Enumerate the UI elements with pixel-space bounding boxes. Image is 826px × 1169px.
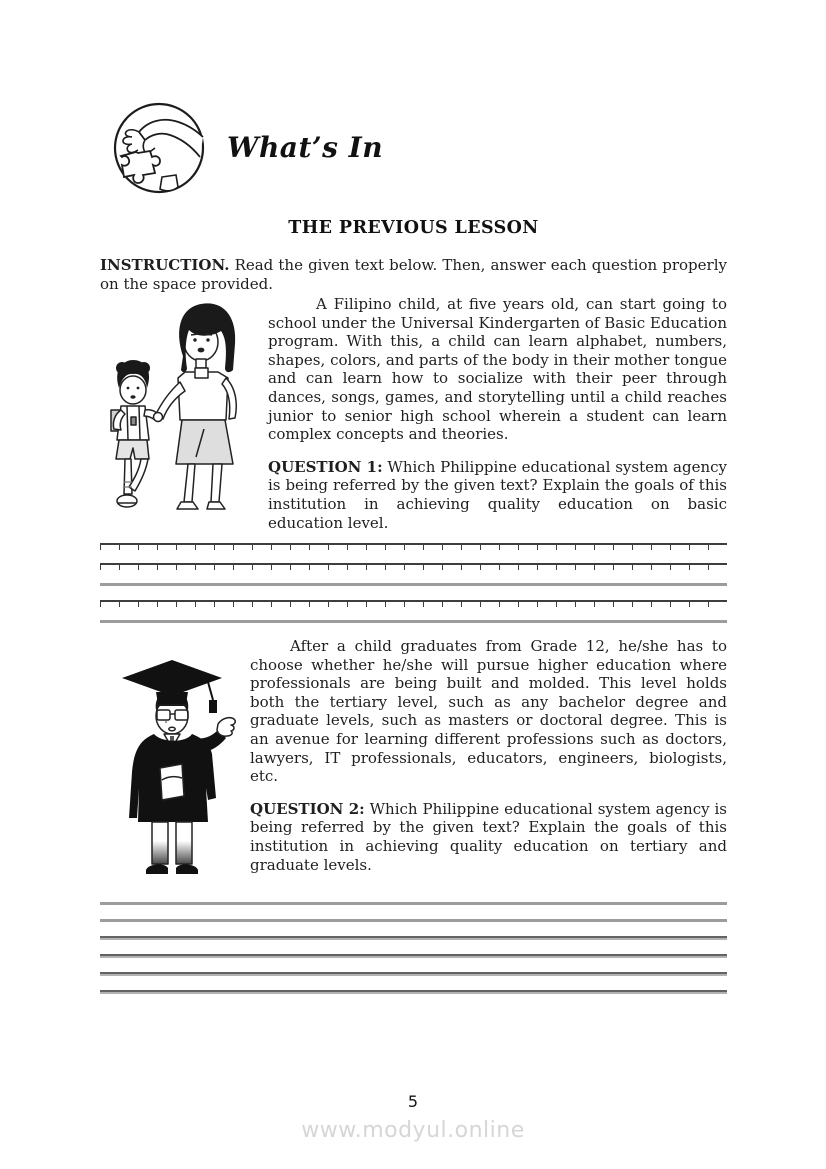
answer-line (100, 620, 727, 623)
answer-line (100, 954, 727, 958)
question2-label: QUESTION 2: (250, 799, 365, 818)
answer-line (100, 902, 727, 905)
page-title: What’s In (227, 131, 384, 164)
section1 (268, 295, 727, 532)
section2-paragraph: After a child graduates from Grade 12, he/she has to choose whether he/she will pursue higher education where professionals are being built and molded. This level holds both the tertiary level, such as any bachelor degree and graduate levels, such as masters or doctoral degree. This is an avenue for learning different professions such as doctors, lawyers, IT professionals, educators, engineers, biologists, etc. (250, 637, 727, 786)
answer-line (100, 972, 727, 976)
answer-line (100, 990, 727, 994)
section1-paragraph: A Filipino child, at five years old, can start going to school under the Universal Kindergarten of Basic Education program. With this, a child can learn alphabet, numbers, shapes, colors, and parts of the body in their mother tongue and can learn how to socialize with their peer through dances, songs, games, and storytelling until a child reaches junior to senior high school wherein a student can learn complex concepts and theories. (268, 295, 727, 444)
question1-text: Which Philippine educational system agency is being referred by the given text? Explain the goals of this institution in achieving quality education on basic education level. (268, 457, 727, 532)
answer-lines-question2 (100, 901, 727, 1008)
question1 (268, 458, 727, 532)
answer-line (100, 919, 727, 922)
puzzle-hand-icon (112, 101, 207, 196)
question2 (250, 800, 727, 874)
page-number: 5 (407, 1092, 419, 1111)
answer-lines-question1 (100, 543, 727, 637)
answer-line (100, 543, 727, 550)
answer-line (100, 563, 727, 570)
answer-line (100, 936, 727, 940)
mother-and-child-illustration (97, 298, 261, 518)
question1-label: QUESTION 1: (268, 457, 383, 476)
watermark: www.modyul.online (301, 1118, 525, 1143)
lesson-heading: THE PREVIOUS LESSON (288, 218, 539, 238)
instruction (100, 256, 727, 293)
instruction-label: INSTRUCTION. (100, 256, 230, 274)
answer-line (100, 583, 727, 586)
instruction-text: Read the given text below. Then, answer each question properly on the space provided. (100, 256, 727, 293)
section2 (250, 637, 727, 874)
question2-text: Which Philippine educational system agency is being referred by the given text? Explain the goals of this institution in achieving quality education on tertiary and graduate levels. (250, 799, 727, 874)
graduate-illustration (110, 648, 238, 880)
answer-line (100, 600, 727, 607)
